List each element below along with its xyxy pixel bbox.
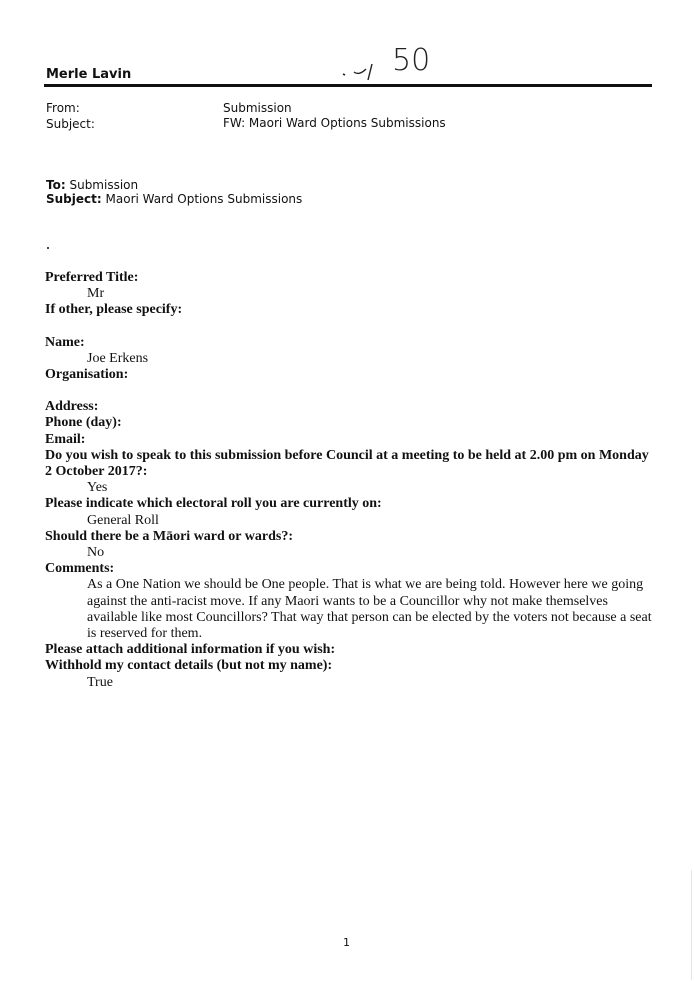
- ward-value: No: [87, 545, 105, 561]
- forwarded-to: [46, 178, 138, 192]
- subject-value: FW: Maori Ward Options Submissions: [223, 116, 446, 130]
- forwarded-subject-value: Maori Ward Options Submissions: [105, 192, 303, 206]
- comments-value: As a One Nation we should be One people. That is what we are being told. However here we going against the anti-racist move. If any Maori wants to be a Councillor why not make themselves available like most Councillors? That way that person can be elected by the voters not because a seat is reserved for them.: [87, 577, 652, 642]
- roll-value: General Roll: [87, 512, 159, 528]
- name-value: Joe Erkens: [87, 350, 149, 366]
- organisation-label: Organisation:: [45, 367, 129, 383]
- sender-name: Merle Lavin: [46, 67, 132, 82]
- to-label: To:: [46, 178, 66, 192]
- scan-edge: [691, 870, 692, 980]
- stray-dot: [47, 247, 49, 249]
- preferred-title-value: Mr: [87, 286, 105, 302]
- attach-label: Please attach additional information if you wish:: [45, 642, 336, 658]
- email-label: Email:: [45, 431, 86, 447]
- withhold-value: True: [87, 674, 113, 690]
- forwarded-subject: [46, 192, 302, 206]
- preferred-title-label: Preferred Title:: [45, 270, 139, 285]
- submission-form: [45, 270, 655, 691]
- subject-label: Subject:: [46, 117, 95, 131]
- withhold-label: Withhold my contact details (but not my name):: [45, 658, 333, 674]
- name-label: Name:: [45, 334, 85, 350]
- address-label: Address:: [45, 399, 99, 415]
- other-specify-label: If other, please specify:: [45, 302, 183, 318]
- from-label: From:: [46, 101, 80, 115]
- to-value: Submission: [69, 178, 139, 192]
- from-value: Submission: [223, 101, 292, 115]
- handwritten-annotation: [340, 38, 450, 88]
- speak-label: Do you wish to speak to this submission before Council at a meeting to be held at 2.00 pm on Monday 2 October 2017?:: [45, 447, 649, 480]
- comments-label: Comments:: [45, 561, 115, 577]
- forwarded-subject-label: Subject:: [46, 192, 102, 206]
- handwritten-number: 50: [392, 43, 431, 78]
- roll-label: Please indicate which electoral roll you are currently on:: [45, 496, 382, 512]
- phone-label: Phone (day):: [45, 415, 122, 431]
- ward-label: Should there be a Māori ward or wards?:: [45, 528, 293, 544]
- speak-value: Yes: [87, 480, 108, 496]
- page-number: 1: [343, 936, 350, 949]
